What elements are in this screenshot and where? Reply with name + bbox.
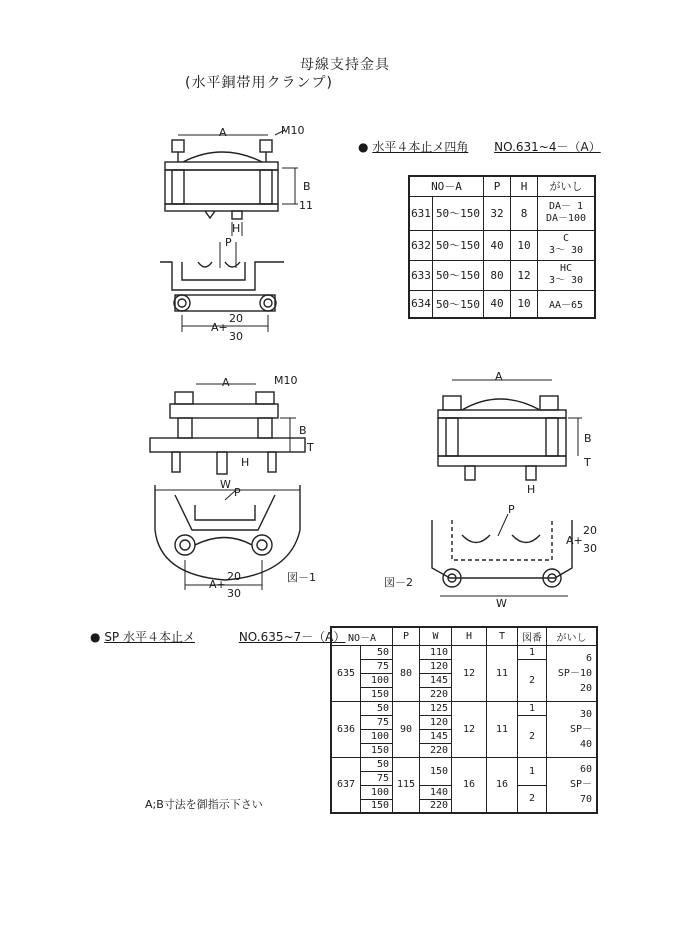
table-row: 636 50 90 125 12 11 1 30 SP－ 40 <box>331 701 597 715</box>
section1-heading <box>358 138 601 155</box>
dim-p-label: P <box>508 503 515 516</box>
dim-20-label: 20 <box>583 524 597 537</box>
dim-h-label: H <box>232 222 241 235</box>
section2-heading <box>90 628 345 645</box>
dim-a-plus-label: A+ <box>211 321 228 334</box>
dim-b-label: B <box>303 180 311 193</box>
dim-w-label: W <box>220 478 231 491</box>
bullet-icon: ● <box>90 630 101 644</box>
dim-30-label: 30 <box>229 330 243 343</box>
table-header: がいし <box>538 176 596 196</box>
dim-b-label: B <box>299 424 307 437</box>
table-631-634 <box>408 175 596 319</box>
dim-a-label: A <box>222 376 230 389</box>
dim-20-label: 20 <box>227 570 241 583</box>
dim-a-plus-label: A+ <box>566 534 583 547</box>
dim-a-label: A <box>219 126 227 139</box>
table-header: H <box>452 627 487 645</box>
table-635-637 <box>330 626 598 814</box>
table-header: 図番 <box>518 627 547 645</box>
page-title: 母線支持金具 <box>300 57 390 73</box>
dim-h-label: H <box>241 456 250 469</box>
table-row: 75 120 2 <box>331 659 597 673</box>
section2-title: SP 水平４本止メ <box>104 630 195 644</box>
instruction-note: A;B寸法を御指示下さい <box>145 798 263 811</box>
table-row: 150 220 <box>331 743 597 757</box>
dim-p-label: P <box>234 486 241 499</box>
dim-m10-label: M10 <box>274 374 298 387</box>
dim-a-label: A <box>495 370 503 383</box>
dim-11-label: 11 <box>299 199 313 212</box>
table-row: 635 50 80 110 12 11 1 6 SP－10 20 <box>331 645 597 659</box>
table-header: P <box>393 627 420 645</box>
bullet-icon: ● <box>358 140 369 154</box>
table-header: NO－A <box>409 176 484 196</box>
table-header: P <box>484 176 511 196</box>
clamp-elevation-fig2 <box>438 380 582 480</box>
table-row: 631 50～150 32 8 DA－ 1 DA－100 <box>409 196 595 230</box>
table-row: 100 145 <box>331 673 597 687</box>
table-row: 75 120 2 <box>331 715 597 729</box>
section2-code: NO.635~7－（A） <box>238 630 346 644</box>
table-row: 100 140 2 <box>331 785 597 799</box>
clamp-elevation-fig1 <box>150 384 305 474</box>
table-row: 634 50～150 40 10 AA－65 <box>409 290 595 318</box>
section1-title: 水平４本止メ四角 <box>372 140 469 154</box>
figure-1-label: 図－1 <box>287 571 316 584</box>
table-row: 633 50～150 80 12 HC 3～ 30 <box>409 260 595 290</box>
table-row: 75 <box>331 771 597 785</box>
dim-30-label: 30 <box>227 587 241 600</box>
table-row: 632 50～150 40 10 C 3～ 30 <box>409 230 595 260</box>
dim-t-label: T <box>307 441 314 454</box>
clamp-plan-fig2 <box>432 514 572 596</box>
table-header: T <box>487 627 518 645</box>
table-header: がいし <box>547 627 598 645</box>
dim-w-label: W <box>496 597 507 610</box>
dim-a-plus-label: A+ <box>209 578 226 591</box>
section1-code: NO.631~4－（A） <box>494 140 601 154</box>
clamp-elevation-1 <box>165 130 298 236</box>
table-row: 150 220 <box>331 687 597 701</box>
table-row: 637 50 115 150 16 16 1 60 SP－ 70 <box>331 757 597 771</box>
table-header: W <box>420 627 452 645</box>
dim-p-label: P <box>225 236 232 249</box>
figure-2-label: 図－2 <box>384 576 413 589</box>
dim-b-label: B <box>584 432 592 445</box>
dim-20-label: 20 <box>229 312 243 325</box>
table-row: 150 220 <box>331 799 597 813</box>
clamp-plan-1 <box>160 242 284 332</box>
dim-t-label: T <box>584 456 591 469</box>
dim-m10-label: M10 <box>281 124 305 137</box>
table-header: NO－A <box>331 627 393 645</box>
dim-h-label: H <box>527 483 536 496</box>
table-row: 100 145 <box>331 729 597 743</box>
dim-30-label: 30 <box>583 542 597 555</box>
page-subtitle: (水平銅帯用クランプ) <box>185 75 333 91</box>
table-header: H <box>511 176 538 196</box>
